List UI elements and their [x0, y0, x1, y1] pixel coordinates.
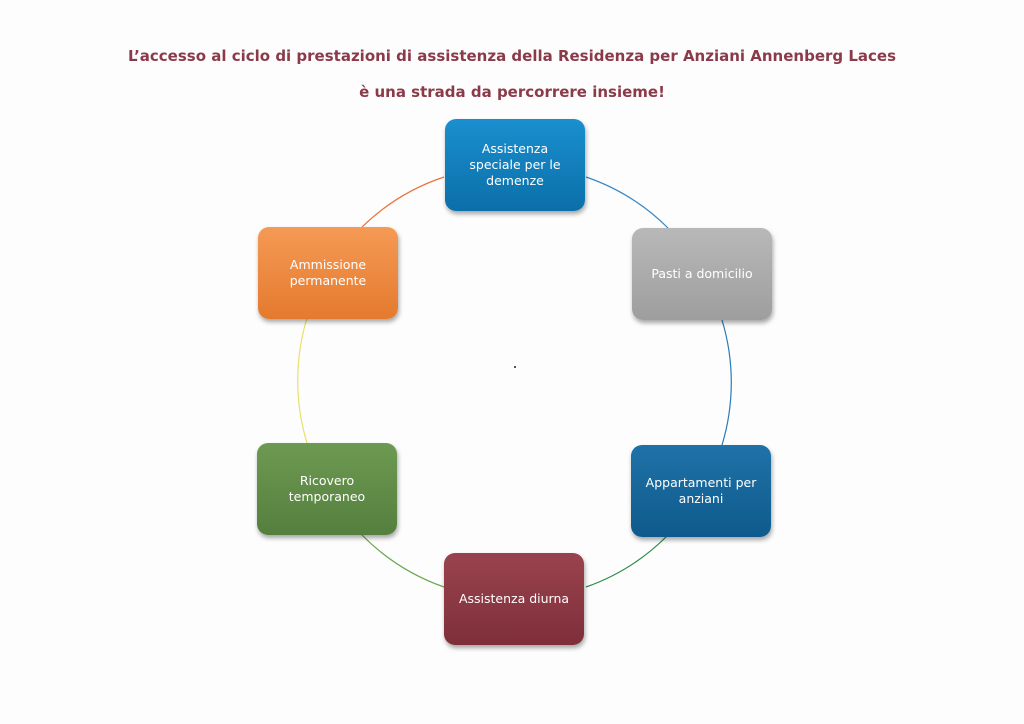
- node-pasti-a-domicilio: [632, 228, 772, 320]
- node-label: Ammissione permanente: [289, 257, 367, 288]
- ring-segment-left: [298, 318, 307, 443]
- ring-segment-bottom-right: [586, 537, 666, 587]
- node-ammissione-permanente: [258, 227, 398, 319]
- node-label: Assistenza diurna: [458, 591, 570, 606]
- diagram-subtitle: è una strada da percorrere insieme!: [359, 83, 665, 101]
- center-dot: [514, 366, 516, 368]
- ring-segment-right: [722, 320, 731, 445]
- diagram-title: L’accesso al ciclo di prestazioni di assistenza della Residenza per Anziani Annenberg Laces: [127, 47, 897, 65]
- node-appartamenti-per-anziani: [631, 445, 771, 537]
- node-label: Pasti a domicilio: [651, 266, 753, 281]
- node-label: Appartamenti per anziani: [645, 475, 757, 506]
- node-ricovero-temporaneo: [257, 443, 397, 535]
- node-label: Ricovero temporaneo: [288, 473, 366, 504]
- ring-segment-top-left: [362, 177, 444, 227]
- node-assistenza-diurna: [444, 553, 584, 645]
- ring-segment-bottom-left: [362, 535, 444, 587]
- node-assistenza-speciale-demenze: [445, 119, 585, 211]
- node-label: Assistenza speciale per le demenze: [469, 141, 561, 188]
- ring-segment-top-right: [586, 177, 668, 228]
